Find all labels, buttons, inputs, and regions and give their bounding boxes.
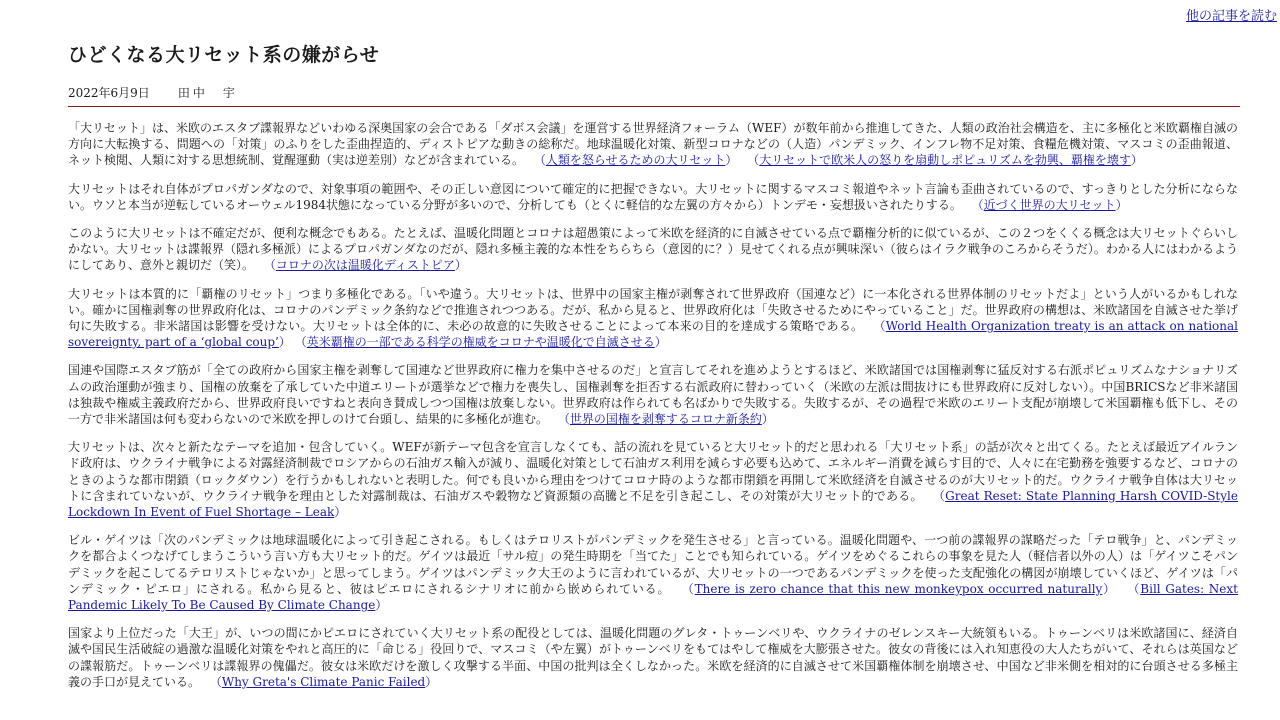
paragraph: 大リセットはそれ自体がプロパガンダなので、対象事項の範囲や、その正しい意図について確定的に把握できない。大リセットに関するマスコミ報道やネット言論も歪曲されているので、すっきりとした分析にならない。ウソと本当が逆転しているオーウェル1984状態になっている分野が多いので、分析しても（とくに軽信的な左翼の方々から）トンデモ・妄想扱いされたりする。 （近づく世界の大リセット）	[68, 181, 1238, 212]
article-author: 田中 宇	[177, 86, 238, 100]
paragraph: 「大リセット」は、米欧のエスタブ諜報界などいわゆる深奥国家の会合である「ダボス会議」を運営する世界経済フォーラム（WEF）が数年前から推進してきた、人類の政治社会構造を、主に多極化と米欧覇権自滅の方向に大転換する、問題への「対策」のふりをした歪曲捏造的、ディストピアな動きの総称だ。地球温暖化対策、新型コロナなどの（人造）パンデミック、インフレ物不足対策、食糧危機対策、マスコミの歪曲報道、ネット検閲、人類に対する思想統制、覚醒運動（実は逆差別）などが含まれている。 （人類を怒らせるための大リセット） （大リセットで欧米人の怒りを扇動しポピュリズムを勃興、覇権を壊す）	[68, 121, 1238, 168]
paragraph-text: 「大リセット」は、米欧のエスタブ諜報界などいわゆる深奥国家の会合である「ダボス会議」を運営する世界経済フォーラム（WEF）が数年前から推進してきた、人類の政治社会構造を、主に多極化と米欧覇権自滅の方向に大転換する、問題への「対策」のふりをした歪曲捏造的、ディストピアな動きの総称だ。地球温暖化対策、新型コロナなどの（人造）パンデミック、インフレ物不足対策、食糧危機対策、マスコミの歪曲報道、ネット検閲、人類に対する思想統制、覚醒運動（実は逆差別）などが含まれている。	[68, 121, 1238, 168]
article-title: ひどくなる大リセット系の嫌がらせ	[68, 44, 380, 66]
paragraph-text: 国家より上位だった「大王」が、いつの間にかピエロにされていく大リセット系の配役としては、温暖化問題のグレタ・トゥーンベリや、ウクライナのゼレンスキー大統領もいる。トゥーンベリは米欧諸国に、経済自滅や国民生活破綻の過激な温暖化対策をやれと高圧的に「命じる」役回りで、マスコミ（や左翼）がトゥーンベリをもてはやして権威を大膨張させた。彼女の背後には入れ知恵役の大人たちがいて、それらは英国などの諜報筋だ。トゥーンベリは諜報界の傀儡だ。彼女は米欧だけを激しく攻撃する半面、中国の批判は全くしなかった。米欧を経済的に自滅させて米国覇権体制を崩壊させ、中国など非米側を相対的に台頭させる多極主義の手口が見えている。	[68, 626, 1238, 689]
paragraph-text: 国連や国際エスタブ筋が「全ての政府から国家主権を剥奪して国連など世界政府に権力を集中させるのだ」と宣言してそれを進めようとするほど、米欧諸国では国権剥奪に猛反対する右派ポピュリズムなナショナリズムの政治運動が強まり、国権の放棄を了承していた中道エリートが選挙などで権力を喪失し、国権剥奪を拒否する右派政府に替わっていく（米欧の左派は間抜けにも世界政府に反対しない）。中国BRICSなど非米諸国は独裁や権威主義政府だから、世界政府良いですねと表向き賛成しつつ国権は放棄しない。世界政府は作られても名ばかりで失敗する。失敗するが、その過程で米欧のエリート支配が崩壊して米国覇権も低下し、その一方で非米諸国は何も変わらないので米欧を押しのけて台頭し、結果的に多極化が進む。	[68, 363, 1238, 427]
related-link[interactable]: コロナの次は温暖化ディストピア	[275, 258, 455, 273]
related-link[interactable]: There is zero chance that this new monkeypox occurred naturally	[694, 581, 1103, 596]
related-link[interactable]: 英米覇権の一部である科学の権威をコロナや温暖化で自滅させる	[306, 335, 655, 350]
paragraph: 国家より上位だった「大王」が、いつの間にかピエロにされていく大リセット系の配役としては、温暖化問題のグレタ・トゥーンベリや、ウクライナのゼレンスキー大統領もいる。トゥーンベリは米欧諸国に、経済自滅や国民生活破綻の過激な温暖化対策をやれと高圧的に「命じる」役回りで、マスコミ（や左翼）がトゥーンベリをもてはやして権威を大膨張させた。彼女の背後には入れ知恵役の大人たちがいて、それらは英国などの諜報筋だ。トゥーンベリは諜報界の傀儡だ。彼女は米欧だけを激しく攻撃する半面、中国の批判は全くしなかった。米欧を経済的に自滅させて米国覇権体制を崩壊させ、中国など非米側を相対的に台頭させる多極主義の手口が見えている。 （Why Greta's Climate Panic Failed）	[68, 626, 1238, 689]
paragraph: ビル・ゲイツは「次のパンデミックは地球温暖化によって引き起こされる。もしくはテロリストがパンデミックを発生させる」と言っている。温暖化問題や、一つ前の諜報界の謀略だった「テロ戦争」と、パンデミックを都合よくつなげてしまうこういう言い方も大リセット的だ。ゲイツは最近「サル痘」の発生時期を「当てた」ことでも知られている。ゲイツをめぐるこれらの事象を見た人（軽信者以外の人）は「ゲイツこそパンデミックを起こしてるテロリストじゃないか」と思ってしまう。ゲイツはパンデミック大王のように言われているが、大リセットの一つであるパンデミックを使った支配強化の構図が崩壊していくほど、ゲイツは「パンデミック・ピエロ」にされる。私から見ると、彼はピエロにされるシナリオに前から嵌められている。 （There is zero chance that this new monkeypox occurred naturally） （Bill Gates: Next Pandemic Likely To Be Caused By Climate Change）	[68, 533, 1238, 613]
related-link[interactable]: 世界の国権を剥奪するコロナ新条約	[569, 412, 762, 427]
paragraph-text: ビル・ゲイツは「次のパンデミックは地球温暖化によって引き起こされる。もしくはテロリストがパンデミックを発生させる」と言っている。温暖化問題や、一つ前の諜報界の謀略だった「テロ戦争」と、パンデミックを都合よくつなげてしまうこういう言い方も大リセット的だ。ゲイツは最近「サル痘」の発生時期を「当てた」ことでも知られている。ゲイツをめぐるこれらの事象を見た人（軽信者以外の人）は「ゲイツこそパンデミックを起こしてるテロリストじゃないか」と思ってしまう。ゲイツはパンデミック大王のように言われているが、大リセットの一つであるパンデミックを使った支配強化の構図が崩壊していくほど、ゲイツは「パンデミック・ピエロ」にされる。私から見ると、彼はピエロにされるシナリオに前から嵌められている。	[68, 533, 1238, 596]
paragraph: このように大リセットは不確定だが、便利な概念でもある。たとえば、温暖化問題とコロナは超愚策によって米欧を経済的に自滅させている点で覇権分析的に似ているが、この２つをくくる概念は大リセットぐらいしかない。大リセットは諜報界（隠れ多極派）によるプロパガンダなのだが、隠れ多極主義的な本性をちらちら（意図的に？）見せてくれる点が興味深い（彼らはイラク戦争のころからそうだ）。わかる人にはわかるようにしてあり、意外と親切だ（笑）。 （コロナの次は温暖化ディストピア）	[68, 226, 1238, 273]
related-link[interactable]: 近づく世界の大リセット	[983, 197, 1116, 212]
paragraph-text: 大リセットは、次々と新たなテーマを追加・包含していく。WEFが新テーマ包含を宣言しなくても、話の流れを見ていると大リセット的だと思われる「大リセット系」の話が次々と出てくる。たとえば最近アイルランド政府は、ウクライナ戦争による対露経済制裁でロシアからの石油ガス輸入が減り、温暖化対策として石油ガス利用を減らす必要も込めて、エネルギー消費を減らす目的で、人々に在宅勤務を強要するなど、コロナのときのような都市閉鎖（ロックダウン）を行うかもしれないと表明した。何でも良いから理由をつけてコロナ時のような都市閉鎖を再開して米欧経済を自滅させるのが大リセット的だ。ウクライナ戦争自体は大リセットに含まれていないが、ウクライナ戦争を理由とした対露制裁は、石油ガスや穀物など資源類の高騰と不足を引き起こし、その対策が大リセット的である。	[68, 440, 1238, 503]
paragraph: 大リセットは、次々と新たなテーマを追加・包含していく。WEFが新テーマ包含を宣言しなくても、話の流れを見ていると大リセット的だと思われる「大リセット系」の話が次々と出てくる。たとえば最近アイルランド政府は、ウクライナ戦争による対露経済制裁でロシアからの石油ガス輸入が減り、温暖化対策として石油ガス利用を減らす必要も込めて、エネルギー消費を減らす目的で、人々に在宅勤務を強要するなど、コロナのときのような都市閉鎖（ロックダウン）を行うかもしれないと表明した。何でも良いから理由をつけてコロナ時のような都市閉鎖を再開して米欧経済を自滅させるのが大リセット的だ。ウクライナ戦争自体は大リセットに含まれていないが、ウクライナ戦争を理由とした対露制裁は、石油ガスや穀物など資源類の高騰と不足を引き起こし、その対策が大リセット的である。 （Great Reset: State Planning Harsh COVID-Style Lockdown In Event of Fuel Shortage – Leak）	[68, 440, 1238, 520]
title-divider	[68, 106, 1240, 107]
related-link[interactable]: World Health Organization treaty is an attack on national sovereignty, part of a ‘global coup’	[68, 319, 1238, 350]
paragraph-text: 大リセットはそれ自体がプロパガンダなので、対象事項の範囲や、その正しい意図について確定的に把握できない。大リセットに関するマスコミ報道やネット言論も歪曲されているので、すっきりとした分析にならない。ウソと本当が逆転しているオーウェル1984状態になっている分野が多いので、分析しても（とくに軽信的な左翼の方々から）トンデモ・妄想扱いされたりする。	[68, 181, 1238, 212]
related-link[interactable]: Great Reset: State Planning Harsh COVID-Style Lockdown In Event of Fuel Shortage – Leak	[68, 488, 1238, 520]
paragraph: 国連や国際エスタブ筋が「全ての政府から国家主権を剥奪して国連など世界政府に権力を集中させるのだ」と宣言してそれを進めようとするほど、米欧諸国では国権剥奪に猛反対する右派ポピュリズムなナショナリズムの政治運動が強まり、国権の放棄を了承していた中道エリートが選挙などで権力を喪失し、国権剥奪を拒否する右派政府に替わっていく（米欧の左派は間抜けにも世界政府に反対しない）。中国BRICSなど非米諸国は独裁や権威主義政府だから、世界政府良いですねと表向き賛成しつつ国権は放棄しない。世界政府は作られても名ばかりで失敗する。失敗するが、その過程で米欧のエリート支配が崩壊して米国覇権も低下し、その一方で非米諸国は何も変わらないので米欧を押しのけて台頭し、結果的に多極化が進む。 （世界の国権を剥奪するコロナ新条約）	[68, 363, 1238, 427]
article-body	[68, 120, 1238, 702]
paragraph: 大リセットは本質的に「覇権のリセット」つまり多極化である。「いや違う。大リセットは、世界中の国家主権が剥奪されて世界政府（国連など）に一本化される世界体制のリセットだよ」という人がいるかもしれない。確かに国権剥奪の世界政府化は、コロナのパンデミック条約などで推進されつつある。だが、私から見ると、世界政府化は「失敗させるためにやっていること」だ。世界政府の構想は、米欧諸国を自滅させた挙げ句に失敗する。非米諸国は影響を受けない。大リセットは全体的に、未必の故意的に失敗させることによって本来の目的を達成する策略である。 （World Health Organization treaty is an attack on national sovereignty, part of a ‘global coup’） （英米覇権の一部である科学の権威をコロナや温暖化で自滅させる）	[68, 286, 1238, 350]
related-link[interactable]: 大リセットで欧米人の怒りを扇動しポピュリズムを勃興、覇権を壊す	[759, 153, 1131, 168]
related-link[interactable]: 人類を怒らせるための大リセット	[545, 153, 726, 168]
article-meta	[68, 84, 238, 101]
related-link[interactable]: Bill Gates: Next Pandemic Likely To Be Caused By Climate Change	[68, 581, 1238, 613]
paragraph-text: このように大リセットは不確定だが、便利な概念でもある。たとえば、温暖化問題とコロナは超愚策によって米欧を経済的に自滅させている点で覇権分析的に似ているが、この２つをくくる概念は大リセットぐらいしかない。大リセットは諜報界（隠れ多極派）によるプロパガンダなのだが、隠れ多極主義的な本性をちらちら（意図的に？）見せてくれる点が興味深い（彼らはイラク戦争のころからそうだ）。わかる人にはわかるようにしてあり、意外と親切だ（笑）。	[68, 226, 1238, 273]
related-link[interactable]: Why Greta's Climate Panic Failed	[221, 674, 426, 689]
other-articles-link[interactable]: 他の記事を読む	[1185, 9, 1277, 24]
article-date: 2022年6月9日	[68, 86, 150, 100]
paragraph-text: 大リセットは本質的に「覇権のリセット」つまり多極化である。「いや違う。大リセットは、世界中の国家主権が剥奪されて世界政府（国連など）に一本化される世界体制のリセットだよ」という人がいるかもしれない。確かに国権剥奪の世界政府化は、コロナのパンデミック条約などで推進されつつある。だが、私から見ると、世界政府化は「失敗させるためにやっていること」だ。世界政府の構想は、米欧諸国を自滅させた挙げ句に失敗する。非米諸国は影響を受けない。大リセットは全体的に、未必の故意的に失敗させることによって本来の目的を達成する策略である。	[68, 286, 1238, 334]
